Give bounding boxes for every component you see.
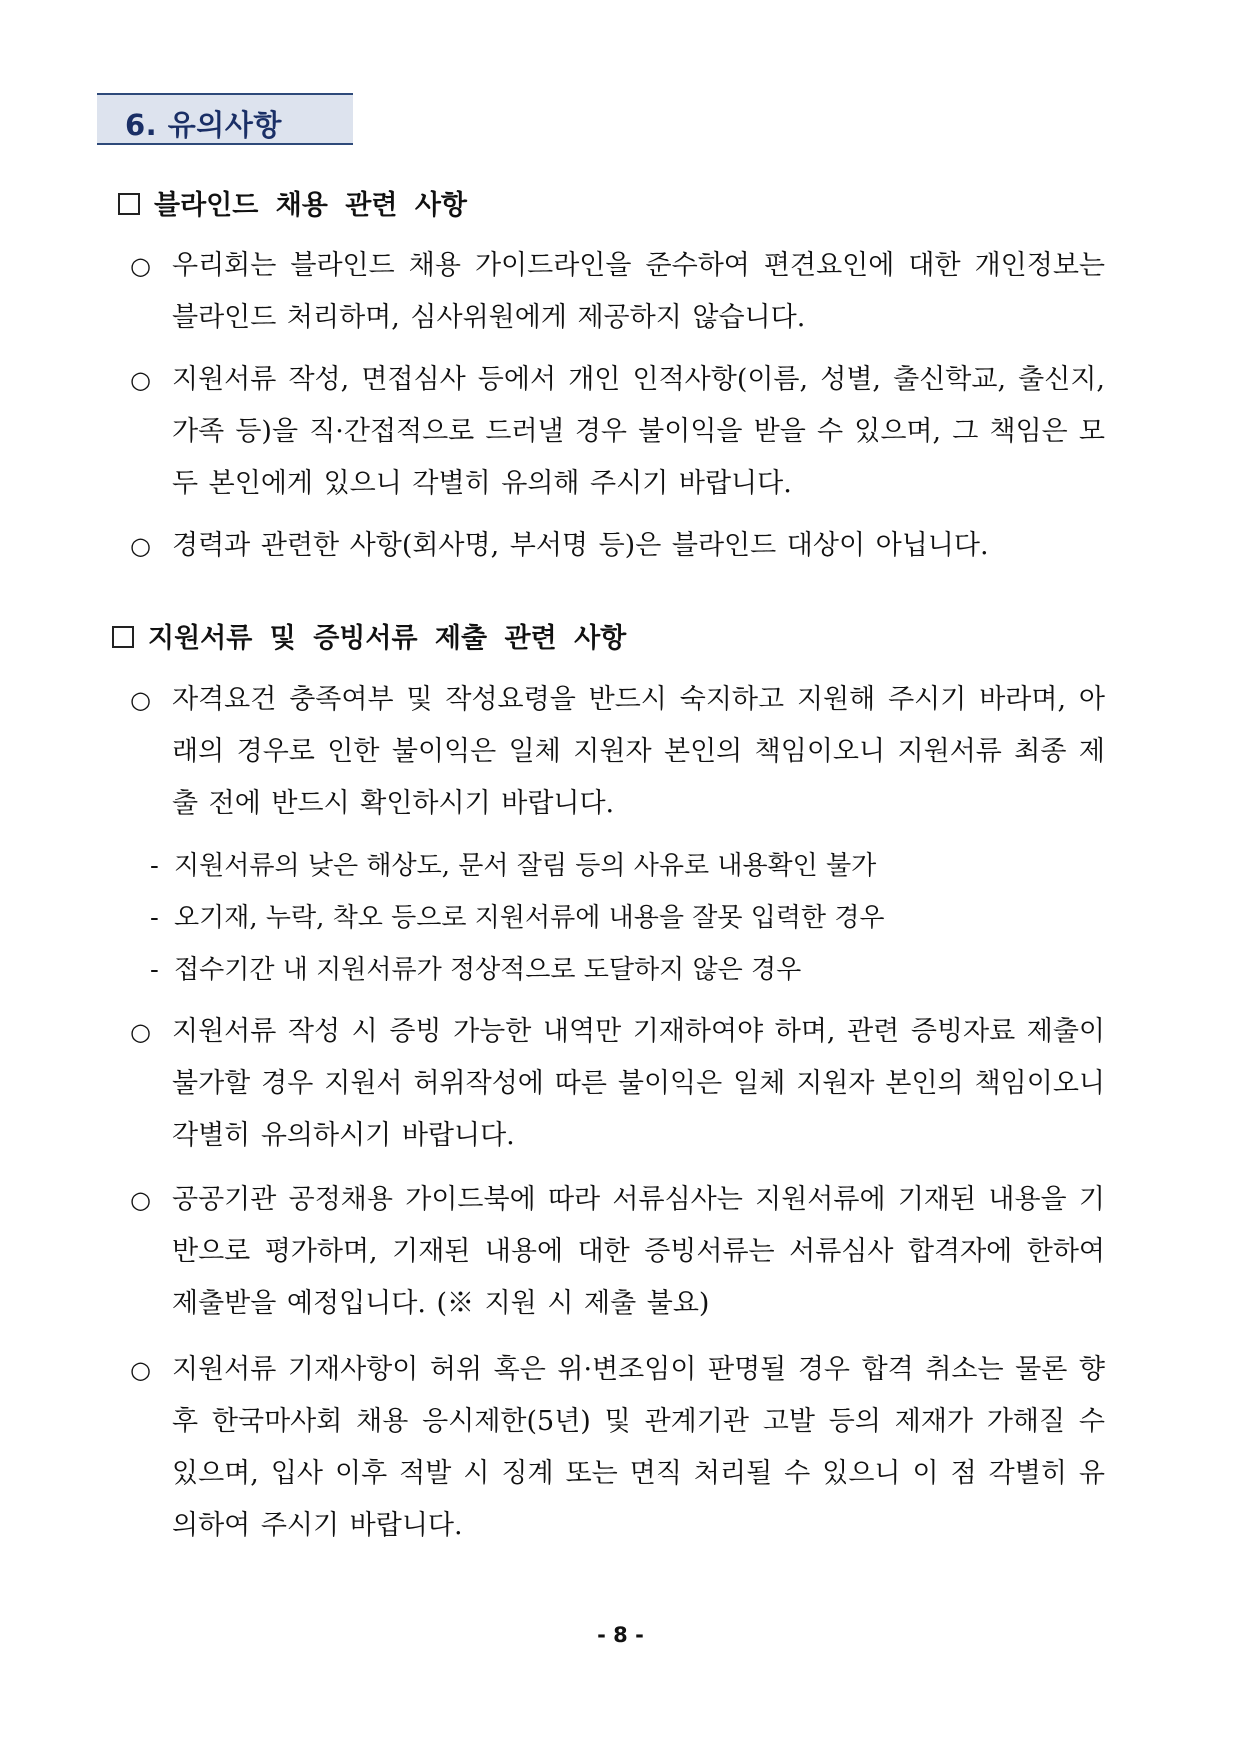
- blind-item-2: [130, 354, 1105, 510]
- blind-item-2-text: 지원서류 작성, 면접심사 등에서 개인 인적사항(이름, 성별, 출신학교, 출신지, 가족 등)을 직·간접적으로 드러낼 경우 불이익을 받을 수 있으며, 그 책임은 모두 본인에게 있으니 각별히 유의해 주시기 바랍니다.: [172, 364, 1105, 499]
- circle-bullet-icon: ○: [130, 686, 151, 714]
- submission-item-1: [130, 674, 1105, 830]
- submission-heading-text: 지원서류 및 증빙서류 제출 관련 사항: [148, 623, 627, 654]
- sub-item-2-text: 오기재, 누락, 착오 등으로 지원서류에 내용을 잘못 입력한 경우: [174, 903, 885, 933]
- checkbox-square-icon: [118, 193, 140, 215]
- sub-item-3: [150, 944, 801, 996]
- blind-item-1-text: 우리회는 블라인드 채용 가이드라인을 준수하여 편견요인에 대한 개인정보는 블라인드 처리하며, 심사위원에게 제공하지 않습니다.: [172, 250, 1105, 333]
- submission-item-4-text: 지원서류 기재사항이 허위 혹은 위·변조임이 판명될 경우 합격 취소는 물론 향후 한국마사회 채용 응시제한(5년) 및 관계기관 고발 등의 제재가 가해질 수 있으며, 입사 이후 적발 시 징계 또는 면직 처리될 수 있으니 이 점 각별히 유의하여 주시기 바랍니다.: [172, 1354, 1105, 1541]
- blind-hiring-heading-text: 블라인드 채용 관련 사항: [154, 190, 468, 221]
- blind-item-3: [130, 520, 1105, 572]
- sub-item-1-text: 지원서류의 낮은 해상도, 문서 잘림 등의 사유로 내용확인 불가: [174, 851, 877, 881]
- submission-item-2-text: 지원서류 작성 시 증빙 가능한 내역만 기재하여야 하며, 관련 증빙자료 제출이 불가할 경우 지원서 허위작성에 따른 불이익은 일체 지원자 본인의 책임이오니 각별히 유의하시기 바랍니다.: [172, 1016, 1105, 1151]
- circle-bullet-icon: ○: [130, 1018, 151, 1046]
- dash-bullet-icon: -: [150, 851, 159, 881]
- submission-item-2: [130, 1006, 1105, 1162]
- dash-bullet-icon: -: [150, 955, 159, 985]
- page-number: - 8 -: [597, 1623, 644, 1647]
- blind-item-3-text: 경력과 관련한 사항(회사명, 부서명 등)은 블라인드 대상이 아닙니다.: [172, 530, 989, 561]
- blind-hiring-heading: [118, 183, 467, 222]
- circle-bullet-icon: ○: [130, 366, 151, 394]
- submission-heading: [112, 616, 626, 655]
- sub-item-3-text: 접수기간 내 지원서류가 정상적으로 도달하지 않은 경우: [174, 955, 802, 985]
- circle-bullet-icon: ○: [130, 1356, 151, 1384]
- sub-item-1: [150, 840, 876, 892]
- section-title-box: [97, 93, 353, 145]
- section-title: 6. 유의사항: [125, 108, 282, 142]
- submission-item-4: [130, 1344, 1105, 1552]
- blind-item-1: [130, 240, 1105, 344]
- circle-bullet-icon: ○: [130, 532, 151, 560]
- submission-item-3-text: 공공기관 공정채용 가이드북에 따라 서류심사는 지원서류에 기재된 내용을 기반으로 평가하며, 기재된 내용에 대한 증빙서류는 서류심사 합격자에 한하여 제출받을 예정입니다. (※ 지원 시 제출 불요): [172, 1184, 1105, 1319]
- submission-item-1-text: 자격요건 충족여부 및 작성요령을 반드시 숙지하고 지원해 주시기 바라며, 아래의 경우로 인한 불이익은 일체 지원자 본인의 책임이오니 지원서류 최종 제출 전에 반드시 확인하시기 바랍니다.: [172, 684, 1105, 819]
- circle-bullet-icon: ○: [130, 252, 151, 280]
- sub-item-2: [150, 892, 885, 944]
- checkbox-square-icon: [112, 626, 134, 648]
- circle-bullet-icon: ○: [130, 1186, 151, 1214]
- submission-item-3: [130, 1174, 1105, 1330]
- dash-bullet-icon: -: [150, 903, 159, 933]
